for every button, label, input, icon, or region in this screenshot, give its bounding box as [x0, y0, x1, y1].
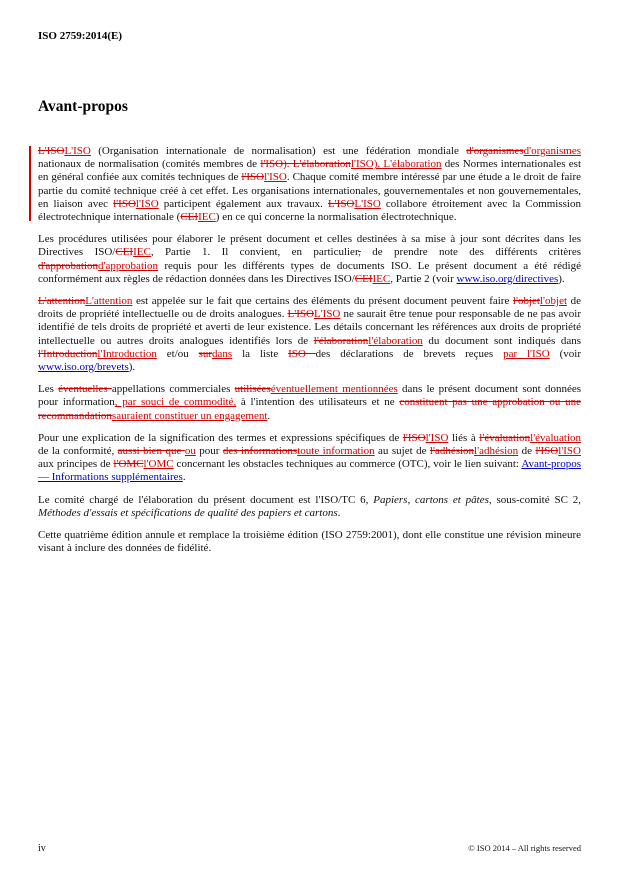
italic-text: Méthodes d'essais et spécifications de qualité des papiers et cartons — [38, 506, 338, 519]
change-bar — [29, 146, 31, 221]
deleted-text: constituent pas une approbation ou une recommandation — [38, 396, 581, 422]
deleted-text: utilisées — [234, 383, 271, 396]
inserted-text: l'adhésion — [474, 445, 519, 458]
body-text: Pour une explication de la signification des termes et expressions spécifiques de — [38, 431, 403, 444]
body-text: du document sont indiqués dans — [422, 334, 581, 347]
document-reference: ISO 2759:2014(E) — [38, 30, 123, 42]
paragraph — [38, 383, 581, 423]
inserted-text: l'élaboration — [368, 334, 423, 347]
deleted-text: L'ISO — [287, 308, 314, 321]
body-text: concernant les obstacles techniques au commerce (OTC), voir le lien suivant: — [173, 458, 522, 471]
inserted-text: l'ISO — [264, 171, 287, 184]
inserted-text: l'évaluation — [530, 431, 581, 444]
deleted-text: CEI — [115, 246, 134, 259]
section-title: Avant-propos — [38, 98, 128, 115]
body-text: appellations commerciales — [111, 383, 235, 396]
inserted-text: L'ISO — [313, 308, 341, 321]
paragraph — [38, 233, 581, 286]
paragraph — [38, 432, 581, 485]
body-text: dans le présent document sont données pour information — [38, 383, 581, 409]
page-number: iv — [38, 843, 46, 854]
body-text: de droits de propriété intellectuelle ou de droits analogues. — [38, 295, 581, 321]
deleted-text: l'ISO). L'élaboration — [260, 158, 351, 171]
deleted-text: CEI — [180, 211, 199, 224]
body-text: Le comité chargé de l'élaboration du présent document est l'ISO/TC 6, — [38, 493, 374, 506]
inserted-text: l'ISO — [135, 197, 159, 210]
body-text: collabore étroitement avec la Commission électrotechnique internationale ( — [38, 197, 581, 224]
hyperlink[interactable]: Avant-propos — Informations supplémentaires — [38, 458, 582, 484]
body-text: , Partie 2 (voir — [390, 272, 457, 285]
hyperlink[interactable]: www.iso.org/brevets — [38, 361, 129, 374]
body-text: liés à — [448, 431, 480, 444]
body-text: ne saurait être tenue pour responsable de ne pas avoir identifié de tels droits de propriété et averti de leur existence. Les détails concernant les références aux droits de propriété intellectuelle ou autres droits analogues identifiés lors de — [38, 308, 581, 347]
inserted-text: IEC — [372, 272, 391, 285]
body-text: à l'intention des utilisateurs et ne — [236, 396, 400, 409]
body-text: est appelée sur le fait que certains des éléments du présent document peuvent faire — [132, 295, 513, 308]
body-text: ) en ce qui concerne la normalisation électrotechnique. — [215, 211, 457, 224]
hyperlink[interactable]: www.iso.org/directives — [456, 272, 559, 285]
deleted-text: l'adhésion — [429, 445, 475, 458]
inserted-text: , par souci de commodité, — [114, 396, 237, 409]
deleted-text: L'ISO — [38, 145, 65, 157]
deleted-text: l'ISO — [402, 431, 426, 444]
body-text: . — [267, 409, 271, 422]
deleted-text: d'organismes — [466, 145, 524, 157]
inserted-text: l'ISO — [425, 431, 449, 444]
page-footer — [38, 843, 581, 854]
body-text: . — [337, 506, 341, 519]
deleted-text: sur — [198, 347, 213, 360]
body-text: ). — [128, 361, 136, 374]
body-text: ). — [558, 272, 565, 285]
inserted-text: l'ISO — [558, 445, 581, 458]
paragraph — [38, 529, 581, 555]
body-text: requis pour les différents types de documents ISO. Le présent document a été rédigé conformément aux règles de rédaction données dans les Directives ISO/ — [38, 259, 581, 285]
body-text: , Partie 1. Il convient, en particulier — [150, 246, 359, 259]
inserted-text: d'approbation — [98, 259, 159, 272]
body-text: , sous-comité SC 2, — [488, 493, 581, 506]
inserted-text: L'ISO — [64, 145, 91, 157]
inserted-text: par l'ISO — [503, 347, 550, 360]
body-text: nationaux de normalisation (comités membres de — [38, 158, 261, 171]
deleted-text: des informations — [222, 445, 298, 458]
copyright-notice: © ISO 2014 – All rights reserved — [468, 843, 581, 853]
body-text: de — [518, 445, 536, 458]
inserted-text: éventuellement mentionnées — [270, 383, 398, 396]
deleted-text: L'ISO — [327, 197, 355, 210]
body-text: au sujet de — [374, 445, 430, 458]
deleted-text: d'approbation — [38, 259, 99, 272]
body-text: des Normes internationales est en général confiée aux comités techniques de — [38, 158, 581, 184]
deleted-text: l'ISO — [113, 197, 136, 210]
inserted-text: l'OMC — [143, 458, 174, 471]
inserted-text: dans — [212, 347, 233, 360]
inserted-text: toute information — [297, 445, 375, 458]
body-text: (voir — [549, 347, 581, 360]
body-text: de prendre note des différents critères — [360, 246, 582, 259]
paragraph — [38, 145, 581, 224]
deleted-text: l'élaboration — [313, 334, 369, 347]
body-text: Les — [38, 383, 59, 396]
italic-text: Papiers, cartons et pâtes — [373, 493, 489, 506]
deleted-text: l'ISO — [241, 171, 265, 184]
body-text: des déclarations de brevets reçues — [315, 347, 504, 360]
inserted-text: L'attention — [85, 295, 133, 308]
deleted-text: l'évaluation — [479, 431, 531, 444]
inserted-text: IEC — [133, 246, 151, 259]
body-text: et/ou — [156, 347, 199, 360]
inserted-text: l'ISO). L'élaboration — [350, 158, 442, 171]
deleted-text: , — [358, 246, 361, 259]
deleted-text: L'attention — [38, 295, 86, 308]
body-text: Les procédures utilisées pour élaborer le présent document et celles destinées à sa mise à jour sont décrites dans les Directives ISO/ — [38, 233, 581, 259]
deleted-text: ISO — [288, 347, 316, 360]
inserted-text: L'ISO — [354, 197, 381, 210]
body-text: participent également aux travaux. — [158, 197, 328, 210]
inserted-text: IEC — [198, 211, 216, 224]
deleted-text: éventuelles — [58, 383, 112, 396]
body-text: pour — [195, 445, 223, 458]
deleted-text: l'ISO — [535, 445, 559, 458]
inserted-text: sauraient constituer un engagement — [111, 409, 268, 422]
deleted-text: l'Introduction — [38, 347, 98, 360]
inserted-text: ou — [184, 445, 196, 458]
body-text: la liste — [232, 347, 289, 360]
body-text: . — [182, 471, 186, 484]
body-paragraphs — [38, 145, 581, 555]
paragraph — [38, 494, 581, 520]
inserted-text: l'Introduction — [97, 347, 157, 360]
inserted-text: l'objet — [539, 295, 568, 308]
paragraph — [38, 295, 581, 374]
deleted-text: l'objet — [512, 295, 540, 308]
deleted-text: CEI — [354, 272, 373, 285]
body-text: de la conformité, — [38, 445, 118, 458]
body-text: Cette quatrième édition annule et remplace la troisième édition (ISO 2759:2001), dont elle constitue une révision mineure visant à inclure des données de fidélité. — [38, 529, 581, 555]
body-text: (Organisation internationale de normalisation) est une fédération mondiale — [90, 145, 467, 157]
deleted-text: aussi bien que — [117, 445, 185, 458]
deleted-text: l'OMC — [113, 458, 144, 471]
inserted-text: d'organismes — [523, 145, 581, 157]
body-text: . Chaque comité membre intéressé par une étude a le droit de faire partie du comité technique créé à cet effet. Les organisations internationales, gouvernementales et non gouvernementales, en liaison avec — [38, 171, 581, 210]
body-text: aux principes de — [38, 458, 114, 471]
